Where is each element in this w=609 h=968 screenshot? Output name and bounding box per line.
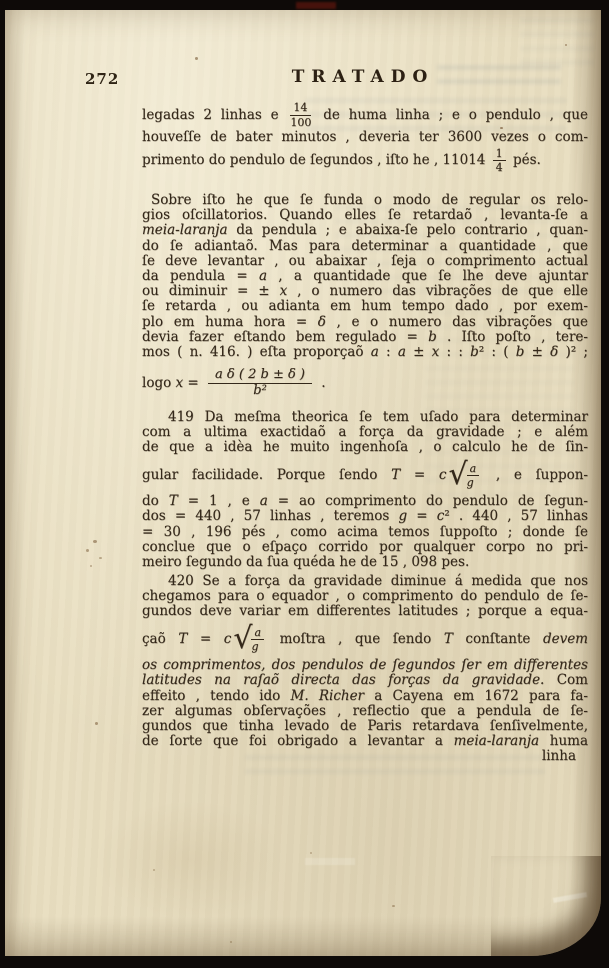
text-segment: devem xyxy=(542,630,588,647)
text-line xyxy=(142,193,588,208)
text-line xyxy=(142,589,588,604)
text-segment: meia-laranja xyxy=(142,222,228,239)
text-segment: logo xyxy=(142,375,176,392)
text-segment: b xyxy=(515,344,525,361)
text-segment: a xyxy=(370,344,379,361)
text-segment: Com xyxy=(544,672,588,689)
text-segment: ſe retarda , ou adianta em hum tempo dado , por exem- xyxy=(142,298,588,315)
running-header-title: TRATADO xyxy=(291,67,435,87)
text-segment: T xyxy=(178,630,188,647)
text-segment: ſe deve levantar , ou abaixar , ſeja o comprimento actual xyxy=(142,252,588,269)
text-segment: meia-laranja xyxy=(453,733,540,750)
paper-speck xyxy=(565,44,567,46)
text-line xyxy=(142,604,588,619)
radical-sign: √ xyxy=(233,620,253,656)
text-line xyxy=(142,254,588,269)
text-segment: ou diminuir = ± xyxy=(142,283,280,300)
paper-speck xyxy=(90,565,92,567)
text-line xyxy=(142,673,588,688)
text-segment: , e o numero das vibrações que xyxy=(325,313,588,330)
text-segment: da pendula = xyxy=(142,268,259,285)
text-segment: conſtante xyxy=(452,630,543,647)
text-line xyxy=(142,345,588,360)
paper-speck xyxy=(86,549,89,552)
text-segment: primento do pendulo de ſegundos , iſto he , 11014 xyxy=(142,152,490,169)
text-segment: effeito , tendo ido xyxy=(142,687,291,704)
sqrt-expression xyxy=(233,620,265,658)
text-segment: ± xyxy=(405,344,432,361)
text-line xyxy=(142,223,588,238)
text-line xyxy=(142,689,588,704)
text-segment: : : xyxy=(439,344,471,361)
text-line xyxy=(142,574,588,589)
text-line xyxy=(142,410,588,425)
text-segment: de que a idèa he muito ingenhoſa , o calculo he de ſin- xyxy=(142,439,588,456)
text-segment: T xyxy=(168,493,178,510)
paper-speck xyxy=(153,869,155,871)
text-segment: )² ; xyxy=(558,344,588,361)
text-segment: com a ultima exactidaõ a força da gravidade ; e além xyxy=(142,424,588,441)
fraction-denominator: g xyxy=(251,640,259,654)
sqrt-expression xyxy=(448,456,480,494)
text-segment: δ xyxy=(317,313,326,330)
text-line xyxy=(142,100,588,130)
paper-speck xyxy=(392,905,395,907)
text-segment: c xyxy=(223,630,232,647)
text-line xyxy=(142,269,588,284)
paper-speck xyxy=(99,557,102,559)
text-segment: gios oſcillatorios. Quando elles ſe retardaõ , levanta-ſe a xyxy=(142,207,588,224)
text-segment: gundos deve variar em differentes latitudes ; porque a equa- xyxy=(142,603,588,620)
text-segment: = 1 , e xyxy=(177,493,260,510)
formula-line xyxy=(142,456,588,495)
text-line xyxy=(142,525,588,540)
text-segment: mos ( n. 416. ) eſta proporçaõ xyxy=(142,344,371,361)
fraction-numerator: 1 xyxy=(493,148,506,162)
fraction-denominator: 100 xyxy=(290,116,312,129)
text-segment: de huma linha ; e o pendulo , que xyxy=(314,107,588,123)
text-segment: . xyxy=(317,375,326,392)
text-segment: , o numero das vibrações de que elle xyxy=(287,283,588,300)
fraction xyxy=(467,463,480,489)
text-segment: a xyxy=(258,268,267,285)
text-segment: = 30 , 196 pés , como acima temos ſuppoſto ; donde ſe xyxy=(142,523,588,540)
text-segment: linha xyxy=(541,748,576,765)
text-line xyxy=(142,658,588,673)
page-number: 272 xyxy=(85,70,120,88)
paragraph-419 xyxy=(142,410,588,570)
text-segment: devia fazer eſtando bem regulado = xyxy=(142,328,429,345)
text-segment: pés. xyxy=(508,152,541,169)
fraction xyxy=(290,102,311,128)
text-segment: chegamos para o equador , o comprimento do pendulo de ſe- xyxy=(142,588,588,605)
text-column xyxy=(142,100,588,780)
paper-speck xyxy=(310,852,312,854)
text-segment: 420 Se a força da gravidade diminue á medida que nos xyxy=(168,573,588,589)
text-segment: x xyxy=(175,375,184,392)
text-segment: c xyxy=(436,508,445,525)
text-segment: = ao comprimento do pendulo de ſegun- xyxy=(267,493,588,510)
paragraph-sobre xyxy=(142,193,588,406)
text-segment: a Cayena em 1672 para fa- xyxy=(364,687,588,704)
paper xyxy=(5,10,601,956)
text-segment: meiro ſegundo da ſua quéda he de 15 , 098 pes. xyxy=(142,553,470,570)
text-line xyxy=(142,440,588,455)
text-segment: = xyxy=(407,508,437,525)
fraction-denominator: 4 xyxy=(495,161,503,175)
text-segment: T xyxy=(443,630,453,647)
formula-line xyxy=(142,620,588,659)
fraction-numerator: a δ ( 2 b ± δ ) xyxy=(208,368,312,385)
text-segment: ² : ( xyxy=(478,344,516,361)
text-segment: = xyxy=(187,630,224,647)
fraction-numerator: a xyxy=(251,627,264,641)
text-segment: gular facilidade. Porque ſendo xyxy=(142,466,392,483)
fraction-numerator: 14 xyxy=(290,102,311,116)
bleedthrough-ghost xyxy=(520,18,594,70)
text-line xyxy=(142,540,588,555)
text-line xyxy=(142,299,588,314)
text-line xyxy=(142,239,588,254)
text-segment: : xyxy=(378,344,398,361)
text-line xyxy=(142,130,588,145)
radical-sign: √ xyxy=(448,456,468,492)
text-segment: . Iſto poſto , tere- xyxy=(436,328,588,345)
paper-speck xyxy=(230,941,232,943)
text-segment: x xyxy=(431,344,440,361)
text-line xyxy=(142,555,588,570)
paper-speck xyxy=(95,722,98,725)
text-segment: c xyxy=(438,466,447,483)
text-segment: zer algumas obſervações , reflectio que a pendula de ſe- xyxy=(142,702,588,719)
text-segment: = xyxy=(183,375,204,392)
text-segment: conclue que o eſpaço corrido por qualquer corpo no pri- xyxy=(142,538,588,555)
text-line xyxy=(142,330,588,345)
text-segment: do xyxy=(142,493,169,510)
text-line xyxy=(142,719,588,734)
text-segment: os comprimentos, dos pendulos de ſegundos ſer em differentes xyxy=(142,657,588,674)
text-segment: g xyxy=(398,508,408,525)
paragraph-continuation xyxy=(142,100,588,175)
text-line xyxy=(142,425,588,440)
catchword xyxy=(142,749,588,764)
text-segment: houveſſe de bater minutos , deveria ter 3600 vezes o com- xyxy=(142,129,588,145)
text-segment: Sobre iſto he que ſe funda o modo de regular os relo- xyxy=(151,192,588,208)
text-segment: = xyxy=(400,466,439,483)
text-segment: , e ſuppon- xyxy=(482,466,588,483)
fraction-numerator: a xyxy=(467,463,480,477)
formula-line xyxy=(142,360,588,406)
text-segment: da pendula ; e abaixa-ſe pelo contrario , quan- xyxy=(227,222,588,239)
fraction xyxy=(251,627,264,653)
text-segment: huma xyxy=(539,733,588,750)
text-segment: gundos que tinha levado de Paris retardava ſenſivelmente, xyxy=(142,717,588,734)
text-segment: moſtra , que ſendo xyxy=(267,630,444,647)
text-segment: do ſe adiantaõ. Mas para determinar a quantidade , que xyxy=(142,237,588,254)
text-segment: plo em huma hora = xyxy=(142,313,318,330)
paper-scratch xyxy=(305,858,355,865)
paper-stain xyxy=(95,800,285,920)
text-line xyxy=(142,208,588,223)
paper-speck xyxy=(195,57,198,60)
fraction-denominator: b² xyxy=(253,383,267,399)
text-line xyxy=(142,145,588,175)
text-segment: b xyxy=(428,328,437,345)
text-segment: çaõ xyxy=(142,630,179,647)
text-line xyxy=(142,494,588,509)
text-segment: δ xyxy=(550,344,559,361)
text-segment: a xyxy=(397,344,406,361)
fraction-denominator: g xyxy=(466,476,474,490)
text-line xyxy=(142,284,588,299)
text-segment: dos = 440 , 57 linhas , teremos xyxy=(142,508,399,525)
text-segment: a xyxy=(259,493,268,510)
text-line xyxy=(142,734,588,749)
border-ink-smudge xyxy=(296,2,336,9)
text-segment: 419 Da meſma theorica ſe tem uſado para determinar xyxy=(168,409,588,425)
fraction xyxy=(208,368,312,400)
text-segment: de ſorte que foi obrigado a levantar a xyxy=(142,733,454,750)
fraction xyxy=(493,148,506,174)
text-segment: latitudes na raſaõ directa das forças da gravidade. xyxy=(142,672,545,689)
text-segment: T xyxy=(391,466,401,483)
text-segment: M. Richer xyxy=(290,687,365,704)
text-segment: ± xyxy=(524,344,551,361)
text-line xyxy=(142,315,588,330)
page-curl-shadow xyxy=(491,856,601,956)
text-segment: b xyxy=(470,344,479,361)
text-line xyxy=(142,704,588,719)
text-line xyxy=(142,509,588,524)
text-segment: , a quantidade que ſe lhe deve ajuntar xyxy=(267,268,588,285)
text-segment: legadas 2 linhas e xyxy=(142,107,288,123)
paragraph-420 xyxy=(142,574,588,765)
text-segment: ² . 440 , 57 linhas xyxy=(444,508,588,525)
text-segment: x xyxy=(279,283,288,300)
paper-speck xyxy=(93,540,97,543)
